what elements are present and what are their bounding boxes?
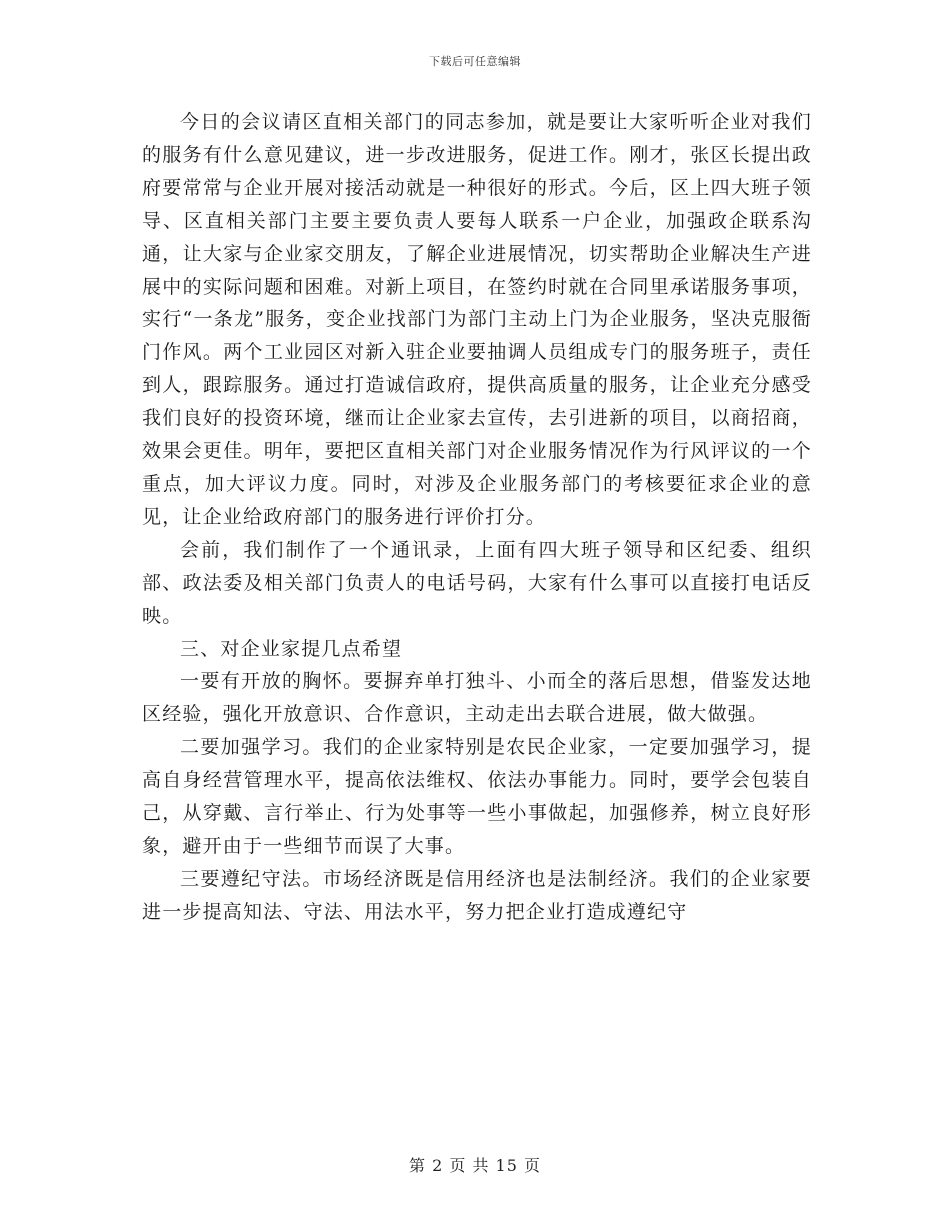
section-heading-hopes: 三、对企业家提几点希望 xyxy=(180,637,403,660)
document-body xyxy=(142,106,812,929)
page-header-note: 下载后可任意编辑 xyxy=(429,55,521,68)
paragraph-open-mind: 一要有开放的胸怀。要摒弃单打独斗、小而全的落后思想，借鉴发达地区经验，强化开放意识、合作意识，主动走出去联合进展，做大做强。 xyxy=(142,670,812,726)
paragraph-law-abiding: 三要遵纪守法。市场经济既是信用经济也是法制经济。我们的企业家要进一步提高知法、守法、用法水平，努力把企业打造成遵纪守 xyxy=(142,867,812,923)
paragraph-enterprise-service: 今日的会议请区直相关部门的同志参加，就是要让大家听听企业对我们的服务有什么意见建议，进一步改进服务，促进工作。刚才，张区长提出政府要常常与企业开展对接活动就是一种很好的形式。今后，区上四大班子领导、区直相关部门主要主要负责人要每人联系一户企业，加强政企联系沟通，让大家与企业家交朋友，了解企业进展情况，切实帮助企业解决生产进展中的实际问题和困难。对新上项目，在签约时就在合同里承诺服务事项，实行“一条龙”服务，变企业找部门为部门主动上门为企业服务，坚决克服衙门作风。两个工业园区对新入驻企业要抽调人员组成专门的服务班子，责任到人，跟踪服务。通过打造诚信政府，提供高质量的服务，让企业充分感受我们良好的投资环境，继而让企业家去宣传，去引进新的项目，以商招商，效果会更佳。明年，要把区直相关部门对企业服务情况作为行风评议的一个重点，加大评议力度。同时，对涉及企业服务部门的考核要征求企业的意见，让企业给政府部门的服务进行评价打分。 xyxy=(142,111,812,528)
page-number: 第 2 页 共 15 页 xyxy=(409,1156,541,1175)
paragraph-contact-directory: 会前，我们制作了一个通讯录，上面有四大班子领导和区纪委、组织部、政法委及相关部门负责人的电话号码，大家有什么事可以直接打电话反映。 xyxy=(142,538,812,627)
paragraph-learning: 二要加强学习。我们的企业家特别是农民企业家，一定要加强学习，提高自身经营管理水平，提高依法维权、依法办事能力。同时，要学会包装自己，从穿戴、言行举止、行为处事等一些小事做起，加强修养，树立良好形象，避开由于一些细节而误了大事。 xyxy=(142,736,812,857)
